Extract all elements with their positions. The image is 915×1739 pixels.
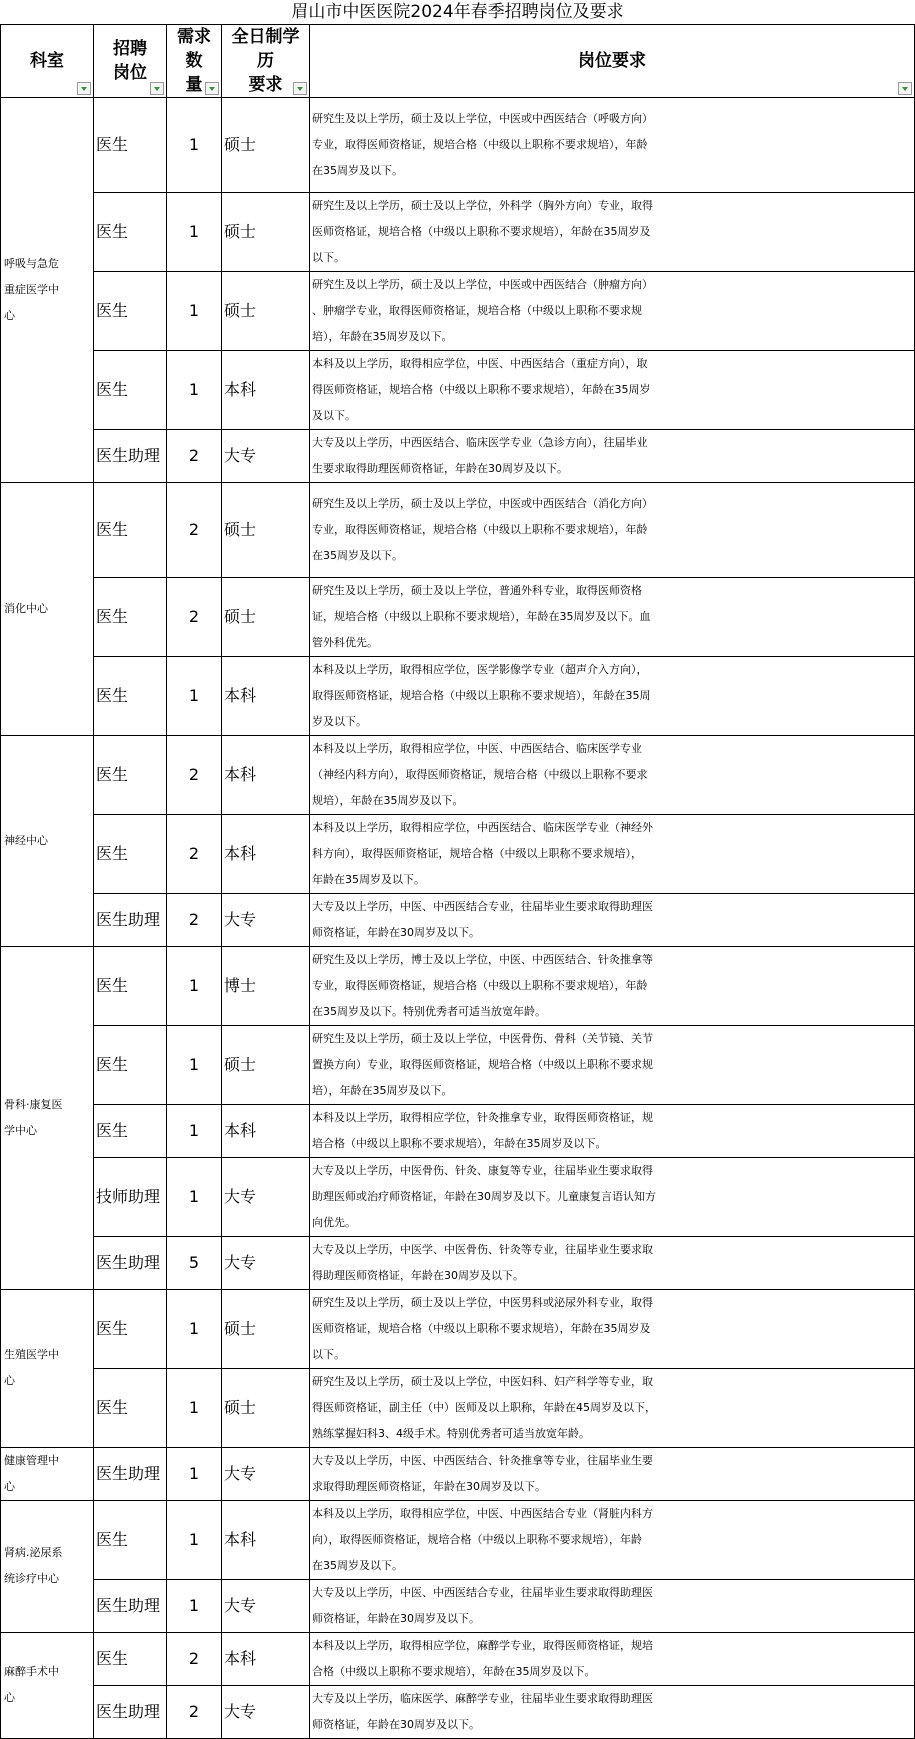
requirement-cell: [310, 350, 915, 429]
education-cell: 博士: [222, 946, 310, 1025]
table-row: [1, 1579, 915, 1632]
department-name-line: 消化中心: [4, 601, 48, 615]
requirement-line: 师资格证，年龄在30周岁及以下。: [312, 925, 480, 939]
department-cell: [1, 1447, 94, 1500]
requirement-line: 研究生及以上学历，博士及以上学位，中医、中西医结合、针灸推拿等: [312, 952, 653, 966]
title-row: [1, 0, 915, 24]
requirement-line: 熟练掌握妇科3、4级手术。特别优秀者可适当放宽年龄。: [312, 1426, 590, 1440]
table-row: [1, 814, 915, 893]
requirement-line: 得医师资格证，副主任（中）医师及以上职称，年龄在45周岁及以下，: [312, 1400, 656, 1414]
department-name-line: 重症医学中: [4, 282, 59, 296]
requirement-line: 在35周岁及以下。: [312, 548, 403, 562]
filter-dropdown-icon[interactable]: [77, 82, 91, 95]
count-cell: 2: [167, 1632, 222, 1685]
post-cell: 医生助理: [94, 1447, 167, 1500]
education-cell: 大专: [222, 429, 310, 482]
requirement-line: 及以下。: [312, 408, 356, 422]
header-edu: [222, 24, 310, 97]
requirement-line: 本科及以上学历，取得相应学位，医学影像学专业（超声介入方向），: [312, 662, 648, 676]
post-cell: 医生: [94, 1289, 167, 1368]
requirement-cell: [310, 1579, 915, 1632]
requirement-line: 专业，取得医师资格证，规培合格（中级以上职称不要求规培），年龄: [312, 522, 648, 536]
header-post-label-2: 岗位: [113, 62, 147, 83]
department-name-line: 神经中心: [4, 833, 48, 847]
table-row: [1, 1289, 915, 1368]
education-cell: 大专: [222, 1447, 310, 1500]
requirement-line: 大专及以上学历，中医骨伤、针灸、康复等专业，往届毕业生要求取得: [312, 1163, 653, 1177]
requirement-line: 大专及以上学历，中西医结合、临床医学专业（急诊方向），往届毕业: [312, 435, 648, 449]
education-cell: 大专: [222, 1157, 310, 1236]
requirement-line: 专业，取得医师资格证，规培合格（中级以上职称不要求规培），年龄: [312, 137, 648, 151]
requirement-cell: [310, 893, 915, 946]
requirement-line: 规培），年龄在35周岁及以下。: [312, 793, 464, 807]
header-post: [94, 24, 167, 97]
requirement-cell: [310, 1289, 915, 1368]
education-cell: 大专: [222, 1685, 310, 1738]
table-row: [1, 946, 915, 1025]
requirement-cell: [310, 271, 915, 350]
count-cell: 1: [167, 1447, 222, 1500]
requirement-line: （神经内科方向），取得医师资格证，规培合格（中级以上职称不要求: [312, 767, 648, 781]
requirement-cell: [310, 429, 915, 482]
education-cell: 本科: [222, 350, 310, 429]
post-cell: 医生: [94, 656, 167, 735]
count-cell: 1: [167, 1368, 222, 1447]
requirement-line: 置换方向）专业，取得医师资格证，规培合格（中级以上职称不要求规: [312, 1057, 653, 1071]
requirement-line: 大专及以上学历，中医学、中医骨伤、针灸等专业，往届毕业生要求取: [312, 1242, 653, 1256]
requirement-line: 本科及以上学历，取得相应学位，中医、中西医结合、临床医学专业: [312, 741, 642, 755]
education-cell: 本科: [222, 1632, 310, 1685]
department-cell: [1, 1289, 94, 1447]
table-title: 眉山市中医医院2024年春季招聘岗位及要求: [1, 0, 915, 24]
education-cell: 本科: [222, 1104, 310, 1157]
education-cell: 本科: [222, 656, 310, 735]
department-name-line: 健康管理中: [4, 1453, 59, 1467]
requirement-line: 培），年龄在35周岁及以下。: [312, 329, 453, 343]
requirement-line: 研究生及以上学历，硕士及以上学位，中医或中西医结合（肿瘤方向）: [312, 277, 653, 291]
department-name-line: 麻醉手术中: [4, 1665, 59, 1678]
header-row: [1, 24, 915, 97]
requirement-line: 生要求取得助理医师资格证，年龄在30周岁及以下。: [312, 461, 568, 475]
filter-dropdown-icon[interactable]: [150, 82, 164, 95]
post-cell: 技师助理: [94, 1157, 167, 1236]
post-cell: 医生: [94, 350, 167, 429]
count-cell: 2: [167, 893, 222, 946]
table-row: [1, 735, 915, 814]
table-row: [1, 192, 915, 271]
table-row: [1, 429, 915, 482]
requirement-line: 、肿瘤学专业，取得医师资格证，规培合格（中级以上职称不要求规: [312, 303, 642, 317]
requirement-cell: [310, 946, 915, 1025]
requirement-line: 培合格（中级以上职称不要求规培），年龄在35周岁及以下。: [312, 1136, 607, 1150]
department-cell: [1, 482, 94, 735]
requirement-line: 研究生及以上学历，硕士及以上学位，外科学（胸外方向）专业，取得: [312, 198, 653, 212]
education-cell: 大专: [222, 893, 310, 946]
requirement-line: 助理医师或治疗师资格证，年龄在30周岁及以下。儿童康复言语认知方: [312, 1189, 656, 1203]
education-cell: 硕士: [222, 192, 310, 271]
header-count: [167, 24, 222, 97]
requirement-cell: [310, 1685, 915, 1738]
requirement-line: 大专及以上学历，中医、中西医结合专业，往届毕业生要求取得助理医: [312, 1585, 653, 1599]
requirement-cell: [310, 192, 915, 271]
requirement-cell: [310, 1157, 915, 1236]
count-cell: 5: [167, 1236, 222, 1289]
count-cell: 1: [167, 1025, 222, 1104]
education-cell: 硕士: [222, 97, 310, 192]
requirement-cell: [310, 1236, 915, 1289]
header-count-label-1: 需求数: [177, 26, 211, 71]
count-cell: 2: [167, 814, 222, 893]
education-cell: 硕士: [222, 1025, 310, 1104]
requirement-line: 在35周岁及以下。特别优秀者可适当放宽年龄。: [312, 1004, 546, 1018]
requirement-line: 管外科优先。: [312, 635, 378, 649]
requirement-line: 师资格证，年龄在30周岁及以下。: [312, 1717, 480, 1731]
requirement-line: 取得医师资格证，规培合格（中级以上职称不要求规培），年龄在35周: [312, 688, 651, 702]
requirement-line: 本科及以上学历，取得相应学位，针灸推拿专业，取得医师资格证，规: [312, 1110, 653, 1124]
table-row: [1, 350, 915, 429]
requirement-line: 研究生及以上学历，硕士及以上学位，中医妇科、妇产科学等专业，取: [312, 1374, 653, 1388]
filter-dropdown-icon[interactable]: [205, 82, 219, 95]
requirement-line: 本科及以上学历，取得相应学位，中医、中西医结合专业（肾脏内科方: [312, 1506, 653, 1520]
filter-dropdown-icon[interactable]: [293, 82, 307, 95]
requirement-cell: [310, 1368, 915, 1447]
requirement-line: 大专及以上学历，临床医学、麻醉学专业，往届毕业生要求取得助理医: [312, 1691, 653, 1705]
department-name-line: 心: [4, 1374, 15, 1387]
department-name-line: 心: [4, 1691, 15, 1704]
department-name-line: 学中心: [4, 1123, 37, 1137]
department-name-line: 心: [4, 308, 15, 322]
requirement-line: 科方向），取得医师资格证，规培合格（中级以上职称不要求规培），: [312, 846, 642, 860]
table-row: [1, 893, 915, 946]
requirement-line: 大专及以上学历，中医、中西医结合、针灸推拿等专业，往届毕业生要: [312, 1453, 653, 1467]
table-row: [1, 1685, 915, 1738]
requirement-line: 得助理医师资格证，年龄在30周岁及以下。: [312, 1268, 524, 1282]
requirement-line: 师资格证，年龄在30周岁及以下。: [312, 1611, 480, 1625]
post-cell: 医生: [94, 192, 167, 271]
table-row: [1, 482, 915, 577]
requirement-line: 培），年龄在35周岁及以下。: [312, 1083, 453, 1097]
education-cell: 大专: [222, 1236, 310, 1289]
count-cell: 2: [167, 735, 222, 814]
count-cell: 1: [167, 192, 222, 271]
post-cell: 医生: [94, 1025, 167, 1104]
table-row: [1, 1104, 915, 1157]
department-name-line: 骨科·康复医: [4, 1097, 63, 1111]
department-name-line: 呼吸与急危: [4, 256, 59, 270]
header-edu-label-1: 全日制学历: [231, 26, 300, 71]
requirement-line: 研究生及以上学历，硕士及以上学位，中医或中西医结合（消化方向）: [312, 496, 653, 510]
table-row: [1, 1236, 915, 1289]
table-row: [1, 1447, 915, 1500]
count-cell: 1: [167, 1579, 222, 1632]
education-cell: 硕士: [222, 1368, 310, 1447]
post-cell: 医生: [94, 271, 167, 350]
department-name-line: 心: [4, 1479, 15, 1493]
count-cell: 1: [167, 1500, 222, 1579]
header-req-label: 岗位要求: [578, 50, 646, 71]
header-dept: [1, 24, 94, 97]
requirement-cell: [310, 1500, 915, 1579]
table-row: [1, 1368, 915, 1447]
post-cell: 医生: [94, 814, 167, 893]
requirement-cell: [310, 482, 915, 577]
count-cell: 1: [167, 1157, 222, 1236]
table-row: [1, 1025, 915, 1104]
count-cell: 1: [167, 1104, 222, 1157]
post-cell: 医生助理: [94, 429, 167, 482]
requirement-line: 医师资格证，规培合格（中级以上职称不要求规培），年龄在35周岁及: [312, 224, 651, 238]
table-row: [1, 271, 915, 350]
education-cell: 本科: [222, 735, 310, 814]
department-name-line: 统诊疗中心: [4, 1572, 59, 1585]
requirement-line: 本科及以上学历，取得相应学位，中西医结合、临床医学专业（神经外: [312, 820, 653, 834]
count-cell: 2: [167, 1685, 222, 1738]
department-cell: [1, 97, 94, 482]
count-cell: 1: [167, 97, 222, 192]
requirement-line: 向），取得医师资格证，规培合格（中级以上职称不要求规培），年龄: [312, 1532, 642, 1546]
count-cell: 2: [167, 429, 222, 482]
count-cell: 1: [167, 946, 222, 1025]
table-row: [1, 1157, 915, 1236]
requirement-line: 以下。: [312, 250, 345, 264]
requirement-cell: [310, 814, 915, 893]
requirement-line: 专业，取得医师资格证，规培合格（中级以上职称不要求规培），年龄: [312, 978, 648, 992]
requirement-cell: [310, 577, 915, 656]
count-cell: 1: [167, 271, 222, 350]
requirement-line: 在35周岁及以下。: [312, 1558, 403, 1572]
department-cell: [1, 1500, 94, 1632]
requirement-cell: [310, 1632, 915, 1685]
header-edu-label-2: 要求: [248, 74, 283, 95]
post-cell: 医生: [94, 1368, 167, 1447]
post-cell: 医生: [94, 735, 167, 814]
requirement-line: 研究生及以上学历，硕士及以上学位，中医男科或泌尿外科专业，取得: [312, 1295, 653, 1309]
count-cell: 2: [167, 577, 222, 656]
post-cell: 医生: [94, 482, 167, 577]
department-cell: [1, 1632, 94, 1738]
requirement-cell: [310, 656, 915, 735]
requirement-cell: [310, 1025, 915, 1104]
requirement-line: 研究生及以上学历，硕士及以上学位，中医骨伤、骨科（关节镜、关节: [312, 1031, 653, 1045]
post-cell: 医生: [94, 1500, 167, 1579]
header-req: [310, 24, 915, 97]
requirement-line: 得医师资格证，规培合格（中级以上职称不要求规培），年龄在35周岁: [312, 382, 651, 396]
table-row: [1, 1500, 915, 1579]
post-cell: 医生助理: [94, 1579, 167, 1632]
requirement-cell: [310, 735, 915, 814]
requirement-line: 大专及以上学历，中医、中西医结合专业，往届毕业生要求取得助理医: [312, 899, 653, 913]
requirement-line: 合格（中级以上职称不要求规培），年龄在35周岁及以下。: [312, 1664, 596, 1678]
header-post-label-1: 招聘: [113, 38, 147, 59]
post-cell: 医生: [94, 577, 167, 656]
count-cell: 1: [167, 350, 222, 429]
header-dept-label: 科室: [30, 50, 64, 71]
post-cell: 医生: [94, 1104, 167, 1157]
department-cell: [1, 946, 94, 1289]
requirement-cell: [310, 97, 915, 192]
count-cell: 1: [167, 1289, 222, 1368]
requirement-line: 医师资格证，规培合格（中级以上职称不要求规培），年龄在35周岁及: [312, 1321, 651, 1335]
post-cell: 医生助理: [94, 1685, 167, 1738]
table-row: [1, 656, 915, 735]
filter-dropdown-icon[interactable]: [898, 82, 912, 95]
count-cell: 2: [167, 482, 222, 577]
post-cell: 医生: [94, 946, 167, 1025]
table-row: [1, 577, 915, 656]
count-cell: 1: [167, 656, 222, 735]
department-name-line: 生殖医学中: [4, 1348, 59, 1361]
post-cell: 医生助理: [94, 893, 167, 946]
requirement-cell: [310, 1447, 915, 1500]
education-cell: 硕士: [222, 577, 310, 656]
requirement-line: 研究生及以上学历，硕士及以上学位，中医或中西医结合（呼吸方向）: [312, 111, 653, 125]
requirement-line: 以下。: [312, 1347, 345, 1361]
table-row: [1, 1632, 915, 1685]
requirement-line: 本科及以上学历，取得相应学位，中医、中西医结合（重症方向），取: [312, 356, 648, 370]
education-cell: 本科: [222, 1500, 310, 1579]
requirement-line: 证，规培合格（中级以上职称不要求规培），年龄在35周岁及以下。血: [312, 609, 651, 623]
education-cell: 硕士: [222, 482, 310, 577]
education-cell: 硕士: [222, 1289, 310, 1368]
post-cell: 医生: [94, 97, 167, 192]
requirement-cell: [310, 1104, 915, 1157]
header-count-label-2: 量: [185, 74, 203, 95]
requirement-line: 在35周岁及以下。: [312, 163, 403, 177]
requirement-line: 向优先。: [312, 1215, 356, 1229]
department-name-line: 肾病.泌尿系: [4, 1546, 63, 1559]
department-cell: [1, 735, 94, 946]
post-cell: 医生: [94, 1632, 167, 1685]
requirement-line: 研究生及以上学历，硕士及以上学位，普通外科专业，取得医师资格: [312, 583, 642, 597]
post-cell: 医生助理: [94, 1236, 167, 1289]
requirement-line: 本科及以上学历，取得相应学位，麻醉学专业，取得医师资格证，规培: [312, 1638, 653, 1652]
education-cell: 本科: [222, 814, 310, 893]
table-row: [1, 97, 915, 192]
requirement-line: 年龄在35周岁及以下。: [312, 872, 425, 886]
education-cell: 大专: [222, 1579, 310, 1632]
education-cell: 硕士: [222, 271, 310, 350]
requirement-line: 岁及以下。: [312, 714, 367, 728]
requirement-line: 求取得助理医师资格证，年龄在30周岁及以下。: [312, 1479, 546, 1493]
